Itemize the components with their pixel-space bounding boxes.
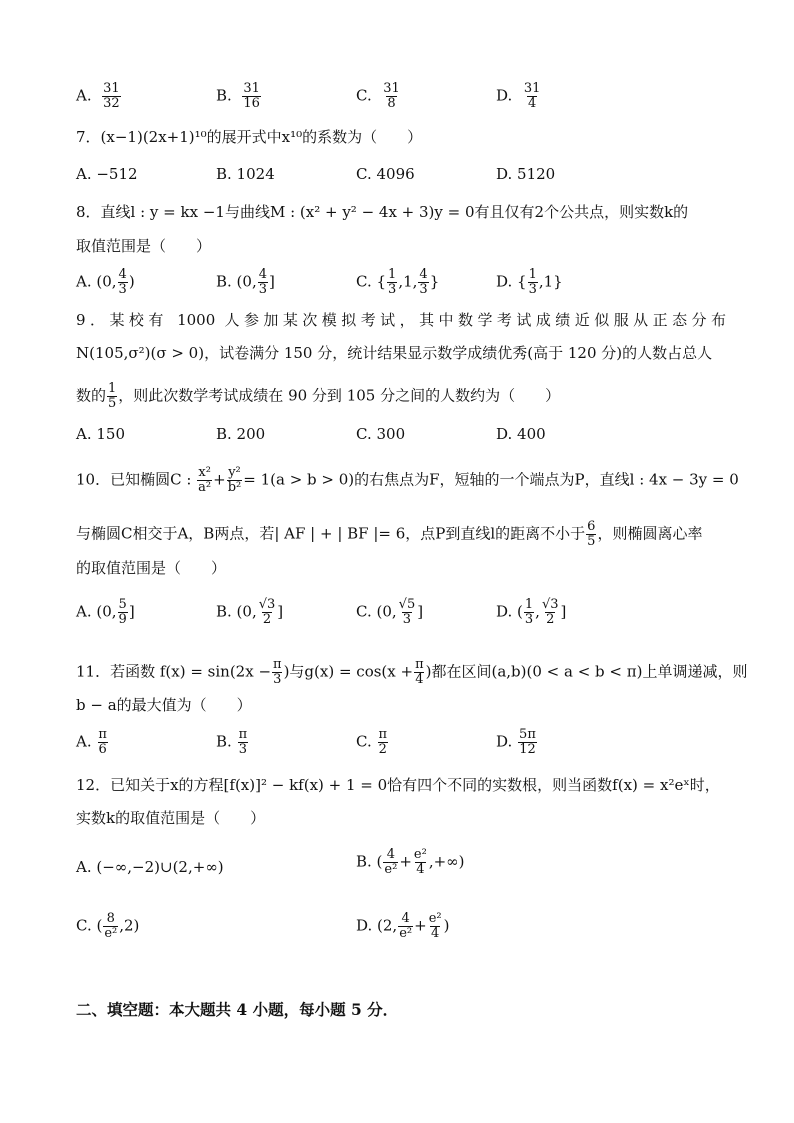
- q6-option-d: [496, 82, 542, 111]
- fraction: $\frac{4}{3}$: [258, 267, 268, 297]
- fraction: $\frac{5\pi}{12}$: [519, 727, 536, 757]
- fraction: $\frac{√5}{3}$: [398, 597, 416, 627]
- fraction: $\frac{\pi}{3}$: [238, 727, 248, 757]
- option-label: B.: [216, 86, 232, 105]
- fraction: $\frac{31}{8}$: [383, 81, 400, 111]
- q11-option-b: B. $\frac{\pi}{3}$: [216, 727, 248, 757]
- fraction: $\frac{4}{3}$: [419, 267, 428, 297]
- fraction: $\frac{1}{5}$: [108, 381, 117, 411]
- q10-option-b: B. (0, $\frac{√3}{2}$ ]: [216, 597, 284, 627]
- q7-option-a: A. −512: [76, 165, 138, 183]
- q9-stem-line2: N(105,σ²)(σ > 0)，试卷满分 150 分，统计结果显示数学成绩优秀(高于 120 分)的人数占总人: [76, 344, 713, 362]
- q6-option-a: [76, 82, 122, 111]
- fraction: $\frac{31}{4}$: [523, 81, 541, 111]
- q6-option-b: [216, 82, 262, 111]
- fraction: $\frac{31}{32}$: [103, 81, 120, 111]
- fraction: $\frac{8}{\text{e²}}$: [104, 911, 118, 941]
- fraction: $\frac{1}{3}$: [524, 597, 534, 627]
- q7-option-d: D. 5120: [496, 165, 556, 183]
- fraction: $\frac{4}{\text{e²}}$: [399, 911, 413, 941]
- fraction: $\frac{√3}{2}$: [258, 597, 276, 627]
- q8-option-d: D. { $\frac{1}{3}$ ,1}: [496, 267, 563, 297]
- fraction: $\frac{\pi}{2}$: [378, 727, 388, 757]
- q10-stem-line3: 的取值范围是（ ）: [76, 559, 227, 577]
- fraction: $\frac{\text{y²}}{\text{b²}}$: [227, 465, 242, 495]
- q7-stem: 7．(x−1)(2x+1)¹⁰的展开式中x¹⁰的系数为（ ）: [76, 128, 423, 146]
- fraction: $\frac{4}{3}$: [118, 267, 127, 297]
- q9-stem-line3: 数的 $\frac{1}{5}$ ，则此次数学考试成绩在 90 分到 105 分之间的人数约为（ ）: [76, 381, 561, 411]
- q10-stem-line1: 10．已知椭圆C : $\frac{\text{x²}}{\text{a²}}$ + $\frac{\text{y²}}{\text{b²}}$ = 1(a > b > 0)的右焦点为F，短轴的一个端点为P，直线l : 4x − 3y = 0: [76, 465, 739, 495]
- q7-option-c: C. 4096: [356, 165, 415, 183]
- q8-option-c: C. { $\frac{1}{3}$ ,1, $\frac{4}{3}$ }: [356, 267, 440, 297]
- q11-option-d: D. $\frac{5\pi}{12}$: [496, 727, 536, 757]
- fraction: $\frac{√3}{2}$: [541, 597, 559, 627]
- q9-stem-line1: 9．某校有 1000 人参加某次模拟考试，其中数学考试成绩近似服从正态分布: [76, 311, 726, 329]
- q8-option-b: B. (0, $\frac{4}{3}$ ]: [216, 267, 275, 297]
- fraction: $\frac{31}{16}$: [243, 81, 260, 111]
- fraction: $\frac{\pi}{3}$: [273, 657, 282, 687]
- fraction: $\frac{4}{\text{e²}}$: [384, 847, 398, 877]
- q9-option-a: A. 150: [76, 425, 125, 443]
- option-label: C.: [356, 86, 372, 105]
- q8-stem-line2: 取值范围是（ ）: [76, 237, 212, 255]
- fraction: $\frac{\text{x²}}{\text{a²}}$: [198, 465, 212, 495]
- q12-stem-line1: 12．已知关于x的方程[f(x)]² − kf(x) + 1 = 0恰有四个不同的实数根，则当函数f(x) = x²eˣ时，: [76, 776, 720, 794]
- fraction: $\frac{\text{e²}}{4}$: [428, 911, 442, 941]
- fraction: $\frac{\text{e²}}{4}$: [413, 847, 427, 877]
- q10-option-c: C. (0, $\frac{√5}{3}$ ]: [356, 597, 424, 627]
- q9-option-b: B. 200: [216, 425, 266, 443]
- q8-option-a: A. (0, $\frac{4}{3}$ ): [76, 267, 135, 297]
- fraction: $\frac{5}{9}$: [118, 597, 127, 627]
- q10-option-a: A. (0, $\frac{5}{9}$ ]: [76, 597, 135, 627]
- q12-option-b: B. ( $\frac{4}{\text{e²}}$ + $\frac{\text{e²}}{4}$ ,+∞): [356, 847, 465, 877]
- q12-option-d: D. (2, $\frac{4}{\text{e²}}$ + $\frac{\text{e²}}{4}$ ): [356, 911, 450, 941]
- q11-option-a: A. $\frac{\pi}{6}$: [76, 727, 107, 757]
- fraction: $\frac{1}{3}$: [388, 267, 397, 297]
- option-label: D.: [496, 86, 513, 105]
- q9-option-c: C. 300: [356, 425, 406, 443]
- section-heading: 二、填空题：本大题共 4 小题，每小题 5 分．: [76, 1000, 399, 1019]
- q7-option-b: B. 1024: [216, 165, 275, 183]
- q10-stem-line2: 与椭圆C相交于A，B两点，若| AF | + | BF |= 6，点P到直线l的距离不小于 $\frac{6}{5}$ ，则椭圆离心率: [76, 519, 703, 549]
- q12-option-a: A. (−∞,−2)∪(2,+∞): [76, 858, 224, 876]
- q9-option-d: D. 400: [496, 425, 546, 443]
- fraction: $\frac{1}{3}$: [528, 267, 537, 297]
- q12-stem-line2: 实数k的取值范围是（ ）: [76, 809, 266, 827]
- fraction: $\frac{6}{5}$: [587, 519, 596, 549]
- q6-option-c: [356, 82, 402, 111]
- fraction: $\frac{\pi}{6}$: [98, 727, 107, 757]
- fraction: $\frac{\pi}{4}$: [415, 657, 424, 687]
- q11-stem-line2: b − a的最大值为（ ）: [76, 696, 252, 714]
- q10-option-d: D. ( $\frac{1}{3}$ , $\frac{√3}{2}$ ]: [496, 597, 567, 627]
- option-label: A.: [76, 86, 92, 105]
- q11-option-c: C. $\frac{\pi}{2}$: [356, 727, 388, 757]
- q11-stem-line1: 11．若函数 f(x) = sin(2x − $\frac{\pi}{3}$ )与g(x) = cos(x + $\frac{\pi}{4}$ )都在区间(a,b)(0 < a < b < π)上单调递减，则: [76, 657, 748, 687]
- q12-option-c: C. ( $\frac{8}{\text{e²}}$ ,2): [76, 911, 140, 941]
- q8-stem-line1: 8．直线l : y = kx −1与曲线M : (x² + y² − 4x + 3)y = 0有且仅有2个公共点，则实数k的: [76, 203, 689, 221]
